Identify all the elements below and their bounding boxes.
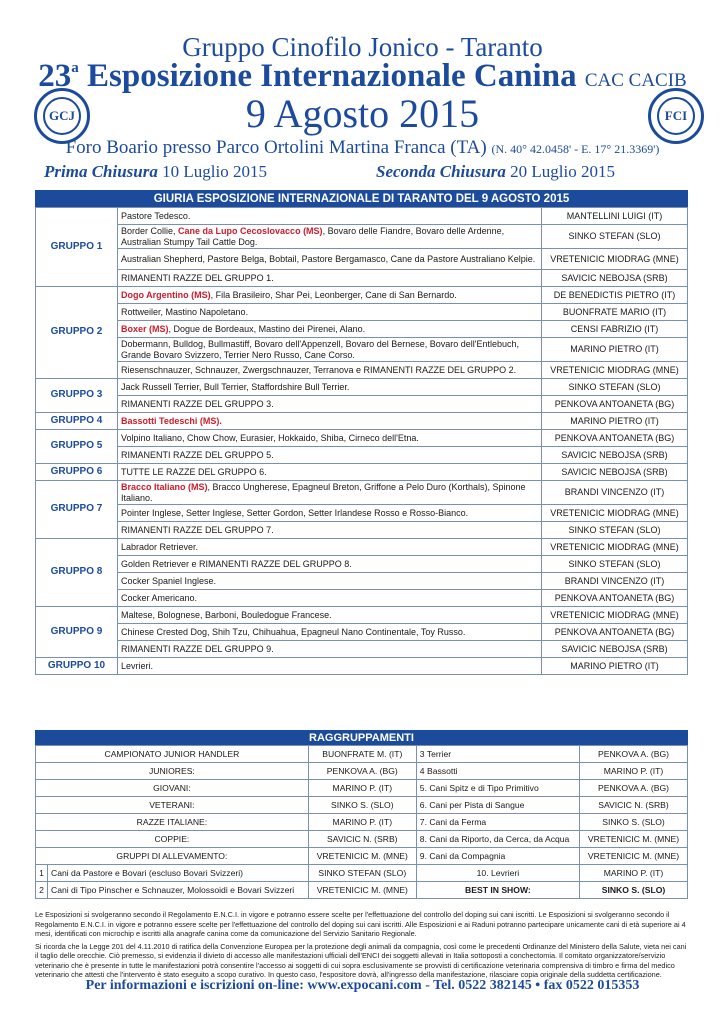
breed-text: Maltese, Bolognese, Barboni, Bouledogue Francese.: [121, 609, 332, 620]
table-row: [36, 780, 688, 797]
breed-text: Jack Russell Terrier, Bull Terrier, Staffordshire Bull Terrier.: [121, 381, 350, 392]
table-row: [36, 641, 688, 658]
table-row: [36, 464, 688, 481]
judge-name: SINKO STEFAN (SLO): [308, 865, 416, 882]
group-label: GRUPPO 1: [36, 208, 118, 287]
breeds-cell: [118, 287, 542, 304]
breeds-cell: [118, 249, 542, 270]
fci-logo: FCI: [648, 88, 704, 144]
table-row: [36, 208, 688, 225]
group-label: GRUPPO 3: [36, 379, 118, 413]
breed-text: Chinese Crested Dog, Shih Tzu, Chihuahua, Epagneul Nano Continentale, Toy Russo.: [121, 626, 466, 637]
table-row: [36, 249, 688, 270]
judge-name: SINKO STEFAN (SLO): [542, 225, 688, 249]
judge-name: SINKO S. (SLO): [308, 797, 416, 814]
grouping-label: GIOVANI:: [36, 780, 309, 797]
breed-text: , Fila Brasileiro, Shar Pei, Leonberger, Cane di San Bernardo.: [210, 289, 457, 300]
table-row: [36, 225, 688, 249]
judge-name: SAVICIC N. (SRB): [308, 831, 416, 848]
grouping-label: 9. Cani da Compagnia: [416, 848, 579, 865]
judge-name: PENKOVA ANTOANETA (BG): [542, 430, 688, 447]
breed-text: Levrieri.: [121, 660, 154, 671]
table-row: [36, 287, 688, 304]
breeds-cell: [118, 338, 542, 362]
grouping-label: 5. Cani Spitz e di Tipo Primitivo: [416, 780, 579, 797]
group-label: GRUPPO 7: [36, 481, 118, 539]
grouping-label: 4 Bassotti: [416, 763, 579, 780]
judge-name: VRETENICIC M. (MNE): [308, 848, 416, 865]
groupings-table-body: [35, 745, 688, 899]
table-row: [36, 848, 688, 865]
breeds-cell: [118, 447, 542, 464]
club-logo: GCJ: [34, 88, 90, 144]
breeds-cell: [118, 624, 542, 641]
breed-text: Dobermann, Bulldog, Bullmastiff, Bovaro dell'Appenzell, Bovaro del Bernese, Bovaro dell'Entlebuch, Grande Bovaro Svizzero, Terrier Nero Russo, Cane Corso.: [121, 339, 519, 360]
judge-name: SINKO STEFAN (SLO): [542, 379, 688, 396]
judge-name: PENKOVA A. (BG): [308, 763, 416, 780]
contact-footer: Per informazioni e iscrizioni on-line: www.expocani.com - Tel. 0522 382145 • fax 0522 015353: [85, 978, 640, 993]
judge-name: VRETENICIC M. (MNE): [308, 882, 416, 899]
breed-text: Golden Retriever e RIMANENTI RAZZE DEL GRUPPO 8.: [121, 558, 352, 569]
event-title: 23$^a$ Esposizione Internazionale Canina CAC CACIB: [38, 58, 687, 94]
judge-name: VRETENICIC M. (MNE): [580, 848, 688, 865]
table-row: [36, 321, 688, 338]
table-row: [36, 362, 688, 379]
group-label: GRUPPO 10: [36, 658, 118, 675]
grouping-label: RAZZE ITALIANE:: [36, 814, 309, 831]
breeds-cell: [118, 556, 542, 573]
table-row: [36, 505, 688, 522]
judge-name: SINKO STEFAN (SLO): [542, 556, 688, 573]
breeds-cell: [118, 505, 542, 522]
judges-table-body: [35, 207, 688, 675]
table-row: [36, 814, 688, 831]
judge-name: VRETENICIC MIODRAG (MNE): [542, 249, 688, 270]
grouping-label: 7. Cani da Ferma: [416, 814, 579, 831]
breeds-cell: [118, 481, 542, 505]
judge-name: PENKOVA ANTOANETA (BG): [542, 624, 688, 641]
group-label: GRUPPO 4: [36, 413, 118, 430]
grouping-label: Cani di Tipo Pinscher e Schnauzer, Molossoidi e Bovari Svizzeri: [48, 882, 309, 899]
table-row: [36, 882, 688, 899]
table-row: [36, 797, 688, 814]
judge-name: VRETENICIC MIODRAG (MNE): [542, 505, 688, 522]
breed-text: TUTTE LE RAZZE DEL GRUPPO 6.: [121, 466, 267, 477]
judge-name: PENKOVA ANTOANETA (BG): [542, 590, 688, 607]
group-label: GRUPPO 8: [36, 539, 118, 607]
breeds-cell: [118, 539, 542, 556]
breed-highlight: Dogo Argentino (MS): [121, 289, 211, 300]
table-row: [36, 865, 688, 882]
breeds-cell: [118, 208, 542, 225]
event-date: 9 Agosto 2015: [245, 91, 480, 136]
breed-text: Rottweiler, Mastino Napoletano.: [121, 306, 249, 317]
judge-name: MARINO P. (IT): [580, 763, 688, 780]
breed-highlight: Bassotti Tedeschi (MS).: [121, 415, 222, 426]
breed-highlight: Boxer (MS): [121, 323, 169, 334]
judge-name: SAVICIC NEBOJSA (SRB): [542, 270, 688, 287]
breed-text: RIMANENTI RAZZE DEL GRUPPO 1.: [121, 272, 274, 283]
table-row: [36, 590, 688, 607]
table-row: [36, 481, 688, 505]
grouping-label: 8. Cani da Riporto, da Cerca, da Acqua: [416, 831, 579, 848]
judge-name: PENKOVA ANTOANETA (BG): [542, 396, 688, 413]
judge-name: VRETENICIC M. (MNE): [580, 831, 688, 848]
group-number: 1: [36, 865, 48, 882]
judge-name: MANTELLINI LUIGI (IT): [542, 208, 688, 225]
note-paragraph: Si ricorda che la Legge 201 del 4.11.2010 di ratifica della Convenzione Europea per la protezione degli animali da compagnia, così come le precedenti Ordinanze del Ministero della Salute, vieta nei cani il taglio delle orecchie. Ciò premesso, si evidenzia il divieto di accesso alle manifestazioni ufficiali dell'ENCI dei soggetti allevati in Italia sottoposti a conchectomia. Il comitato organizzatore/servizio veterinario che è presente in tutte le manifestazioni potrà consentire l'accesso ai soggetti di cui sopra esclusivamente se provvisti di certificazione veterinaria comprensiva di timbro e firma del medico veterinario che attesti che l'intervento è stato eseguito a scopo curativo. In questo caso, l'espositore dovrà, all'ingresso della manifestazione, rilasciare copia originale della suddetta certificazione.: [35, 941, 687, 979]
judge-name: SINKO S. (SLO): [580, 882, 688, 899]
judge-name: MARINO P. (IT): [308, 780, 416, 797]
grouping-label: COPPIE:: [36, 831, 309, 848]
judge-name: SAVICIC NEBOJSA (SRB): [542, 447, 688, 464]
judge-name: MARINO PIETRO (IT): [542, 658, 688, 675]
judge-name: SAVICIC NEBOJSA (SRB): [542, 464, 688, 481]
breeds-cell: [118, 658, 542, 675]
table-row: [36, 658, 688, 675]
breeds-cell: [118, 225, 542, 249]
table-row: [36, 539, 688, 556]
judge-name: MARINO P. (IT): [580, 865, 688, 882]
breed-text: Pastore Tedesco.: [121, 210, 191, 221]
organizer-title: Gruppo Cinofilo Jonico - Taranto: [182, 32, 543, 62]
breeds-cell: [118, 413, 542, 430]
breeds-cell: [118, 590, 542, 607]
grouping-label: JUNIORES:: [36, 763, 309, 780]
regulation-notes: [35, 910, 690, 983]
judge-name: PENKOVA A. (BG): [580, 746, 688, 763]
group-label: GRUPPO 2: [36, 287, 118, 379]
judge-name: SINKO S. (SLO): [580, 814, 688, 831]
table-row: [36, 624, 688, 641]
breeds-cell: [118, 573, 542, 590]
table-row: [36, 447, 688, 464]
judge-name: MARINO P. (IT): [308, 814, 416, 831]
breed-text: RIMANENTI RAZZE DEL GRUPPO 3.: [121, 398, 274, 409]
breeds-cell: [118, 607, 542, 624]
grouping-label: Cani da Pastore e Bovari (escluso Bovari Svizzeri): [48, 865, 309, 882]
table-row: [36, 831, 688, 848]
breed-text: Australian Shepherd, Pastore Belga, Bobtail, Pastore Bergamasco, Cane da Pastore Australiano Kelpie.: [121, 253, 536, 264]
group-label: GRUPPO 5: [36, 430, 118, 464]
breeds-cell: [118, 270, 542, 287]
grouping-label: GRUPPI DI ALLEVAMENTO:: [36, 848, 309, 865]
breed-text: Cocker Americano.: [121, 592, 198, 603]
groupings-table-title: RAGGRUPPAMENTI: [35, 730, 688, 745]
group-number: 2: [36, 882, 48, 899]
table-row: [36, 573, 688, 590]
breeds-cell: [118, 464, 542, 481]
grouping-label: 3 Terrier: [416, 746, 579, 763]
breeds-cell: [118, 321, 542, 338]
breed-text: Pointer Inglese, Setter Inglese, Setter Gordon, Setter Irlandese Rosso e Rosso-Bianco.: [121, 507, 469, 518]
breed-text: Border Collie,: [121, 226, 179, 236]
table-row: [36, 430, 688, 447]
judge-name: CENSI FABRIZIO (IT): [542, 321, 688, 338]
judge-name: DE BENEDICTIS PIETRO (IT): [542, 287, 688, 304]
breeds-cell: [118, 430, 542, 447]
breeds-cell: [118, 522, 542, 539]
breeds-cell: [118, 396, 542, 413]
table-row: [36, 379, 688, 396]
table-row: [36, 556, 688, 573]
first-closing: Prima Chiusura 10 Luglio 2015: [44, 162, 267, 181]
table-row: [36, 270, 688, 287]
group-label: GRUPPO 6: [36, 464, 118, 481]
page-header: [0, 0, 725, 190]
grouping-label: 6. Cani per Pista di Sangue: [416, 797, 579, 814]
breeds-cell: [118, 304, 542, 321]
grouping-label: VETERANI:: [36, 797, 309, 814]
breeds-cell: [118, 641, 542, 658]
judge-name: PENKOVA A. (BG): [580, 780, 688, 797]
judge-name: BUONFRATE MARIO (IT): [542, 304, 688, 321]
table-row: [36, 304, 688, 321]
judge-name: VRETENICIC MIODRAG (MNE): [542, 539, 688, 556]
table-row: [36, 522, 688, 539]
breed-text: , Bovaro delle Fiandre, Bovaro delle Ardenne, Australian Stumpy Tail Cattle Dog.: [121, 226, 505, 247]
breed-text: , Dogue de Bordeaux, Mastino dei Pirenei, Alano.: [168, 323, 366, 334]
grouping-label: 10. Levrieri: [416, 865, 579, 882]
judge-name: BUONFRATE M. (IT): [308, 746, 416, 763]
breed-text: RIMANENTI RAZZE DEL GRUPPO 9.: [121, 643, 274, 654]
breed-text: RIMANENTI RAZZE DEL GRUPPO 5.: [121, 449, 274, 460]
breed-highlight: Cane da Lupo Cecoslovacco (MS): [178, 226, 323, 236]
event-location: Foro Boario presso Parco Ortolini Martina Franca (TA) (N. 40° 42.0458' - E. 17° 21.3369'): [65, 137, 660, 158]
breeds-cell: [118, 362, 542, 379]
table-row: [36, 763, 688, 780]
judges-table: [35, 190, 688, 675]
judge-name: SAVICIC N. (SRB): [580, 797, 688, 814]
judge-name: MARINO PIETRO (IT): [542, 413, 688, 430]
breed-text: Cocker Spaniel Inglese.: [121, 575, 217, 586]
breeds-cell: [118, 379, 542, 396]
grouping-label: CAMPIONATO JUNIOR HANDLER: [36, 746, 309, 763]
table-row: [36, 413, 688, 430]
grouping-label: BEST IN SHOW:: [416, 882, 579, 899]
breed-highlight: Bracco Italiano (MS): [121, 482, 208, 492]
table-row: [36, 338, 688, 362]
judge-name: VRETENICIC MIODRAG (MNE): [542, 607, 688, 624]
judge-name: BRANDI VINCENZO (IT): [542, 573, 688, 590]
groupings-table: [35, 730, 688, 899]
table-row: [36, 607, 688, 624]
group-label: GRUPPO 9: [36, 607, 118, 658]
breed-text: , Bracco Ungherese, Epagneul Breton, Griffone a Pelo Duro (Korthals), Spinone Italiano.: [121, 482, 526, 503]
judge-name: SINKO STEFAN (SLO): [542, 522, 688, 539]
breed-text: Labrador Retriever.: [121, 541, 199, 552]
judge-name: BRANDI VINCENZO (IT): [542, 481, 688, 505]
table-row: [36, 396, 688, 413]
judge-name: VRETENICIC MIODRAG (MNE): [542, 362, 688, 379]
note-paragraph: Le Esposizioni si svolgeranno secondo il Regolamento E.N.C.I. in vigore e potranno essere scelte per l'effettuazione del controllo del doping sui cani iscritti. Le Esposizioni si svolgeranno secondo il Regolamento E.N.C.I. in vigore e potranno essere scelte per l'effettuazione del controllo del doping sui cani iscritti. Alle Esposizioni e ai Raduni potranno partecipare unicamente cani di età superiore ai 4 mesi, identificati con microchip e iscritti alla anagrafe canina come da comunicazione del Servizio Sanitario Regionale.: [35, 910, 686, 938]
breed-text: Volpino Italiano, Chow Chow, Eurasier, Hokkaido, Shiba, Cirneco dell'Etna.: [121, 432, 419, 443]
judge-name: MARINO PIETRO (IT): [542, 338, 688, 362]
breed-text: RIMANENTI RAZZE DEL GRUPPO 7.: [121, 524, 274, 535]
table-row: [36, 746, 688, 763]
judge-name: SAVICIC NEBOJSA (SRB): [542, 641, 688, 658]
judges-table-title: GIURIA ESPOSIZIONE INTERNAZIONALE DI TARANTO DEL 9 AGOSTO 2015: [35, 190, 688, 207]
breed-text: Riesenschnauzer, Schnauzer, Zwergschnauzer, Terranova e RIMANENTI RAZZE DEL GRUPPO 2.: [121, 364, 517, 375]
second-closing: Seconda Chiusura 20 Luglio 2015: [376, 162, 616, 181]
